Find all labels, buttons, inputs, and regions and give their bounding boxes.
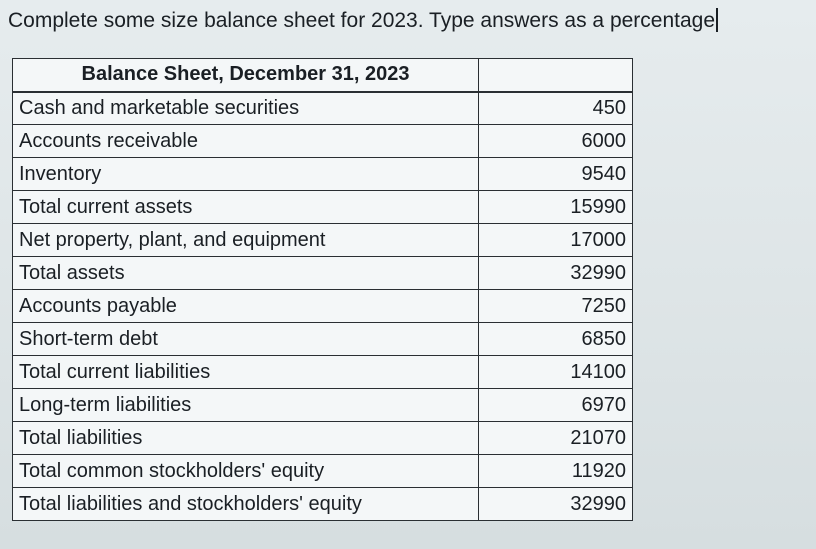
row-value: 6000 <box>479 125 633 158</box>
row-value: 450 <box>479 92 633 125</box>
row-value: 32990 <box>479 257 633 290</box>
table-row <box>13 224 633 257</box>
table-row <box>13 125 633 158</box>
row-value: 15990 <box>479 191 633 224</box>
row-label: Total liabilities <box>13 422 479 455</box>
question-prompt[interactable] <box>8 6 718 36</box>
row-label: Long-term liabilities <box>13 389 479 422</box>
table-row <box>13 92 633 125</box>
row-value: 32990 <box>479 488 633 521</box>
row-value: 21070 <box>479 422 633 455</box>
row-label: Cash and marketable securities <box>13 92 479 125</box>
row-label: Total current liabilities <box>13 356 479 389</box>
table-row <box>13 455 633 488</box>
row-label: Short-term debt <box>13 323 479 356</box>
balance-sheet-table <box>12 58 633 521</box>
table-title: Balance Sheet, December 31, 2023 <box>13 59 479 92</box>
table-row <box>13 191 633 224</box>
value-column-header <box>479 59 633 92</box>
row-label: Total assets <box>13 257 479 290</box>
table-row <box>13 290 633 323</box>
table-row <box>13 257 633 290</box>
row-value: 6850 <box>479 323 633 356</box>
table-header-row <box>13 59 633 92</box>
row-value: 7250 <box>479 290 633 323</box>
row-label: Accounts receivable <box>13 125 479 158</box>
table-row <box>13 356 633 389</box>
question-text: Complete some size balance sheet for 2023. Type answers as a percentage <box>8 9 716 32</box>
table-row <box>13 488 633 521</box>
row-label: Total current assets <box>13 191 479 224</box>
table-row <box>13 389 633 422</box>
text-caret <box>716 8 718 32</box>
row-value: 6970 <box>479 389 633 422</box>
row-label: Net property, plant, and equipment <box>13 224 479 257</box>
row-value: 11920 <box>479 455 633 488</box>
row-label: Total common stockholders' equity <box>13 455 479 488</box>
row-value: 14100 <box>479 356 633 389</box>
table-row <box>13 323 633 356</box>
table-body <box>13 92 633 521</box>
row-label: Total liabilities and stockholders' equity <box>13 488 479 521</box>
row-value: 9540 <box>479 158 633 191</box>
row-value: 17000 <box>479 224 633 257</box>
table-row <box>13 422 633 455</box>
row-label: Inventory <box>13 158 479 191</box>
row-label: Accounts payable <box>13 290 479 323</box>
table-row <box>13 158 633 191</box>
